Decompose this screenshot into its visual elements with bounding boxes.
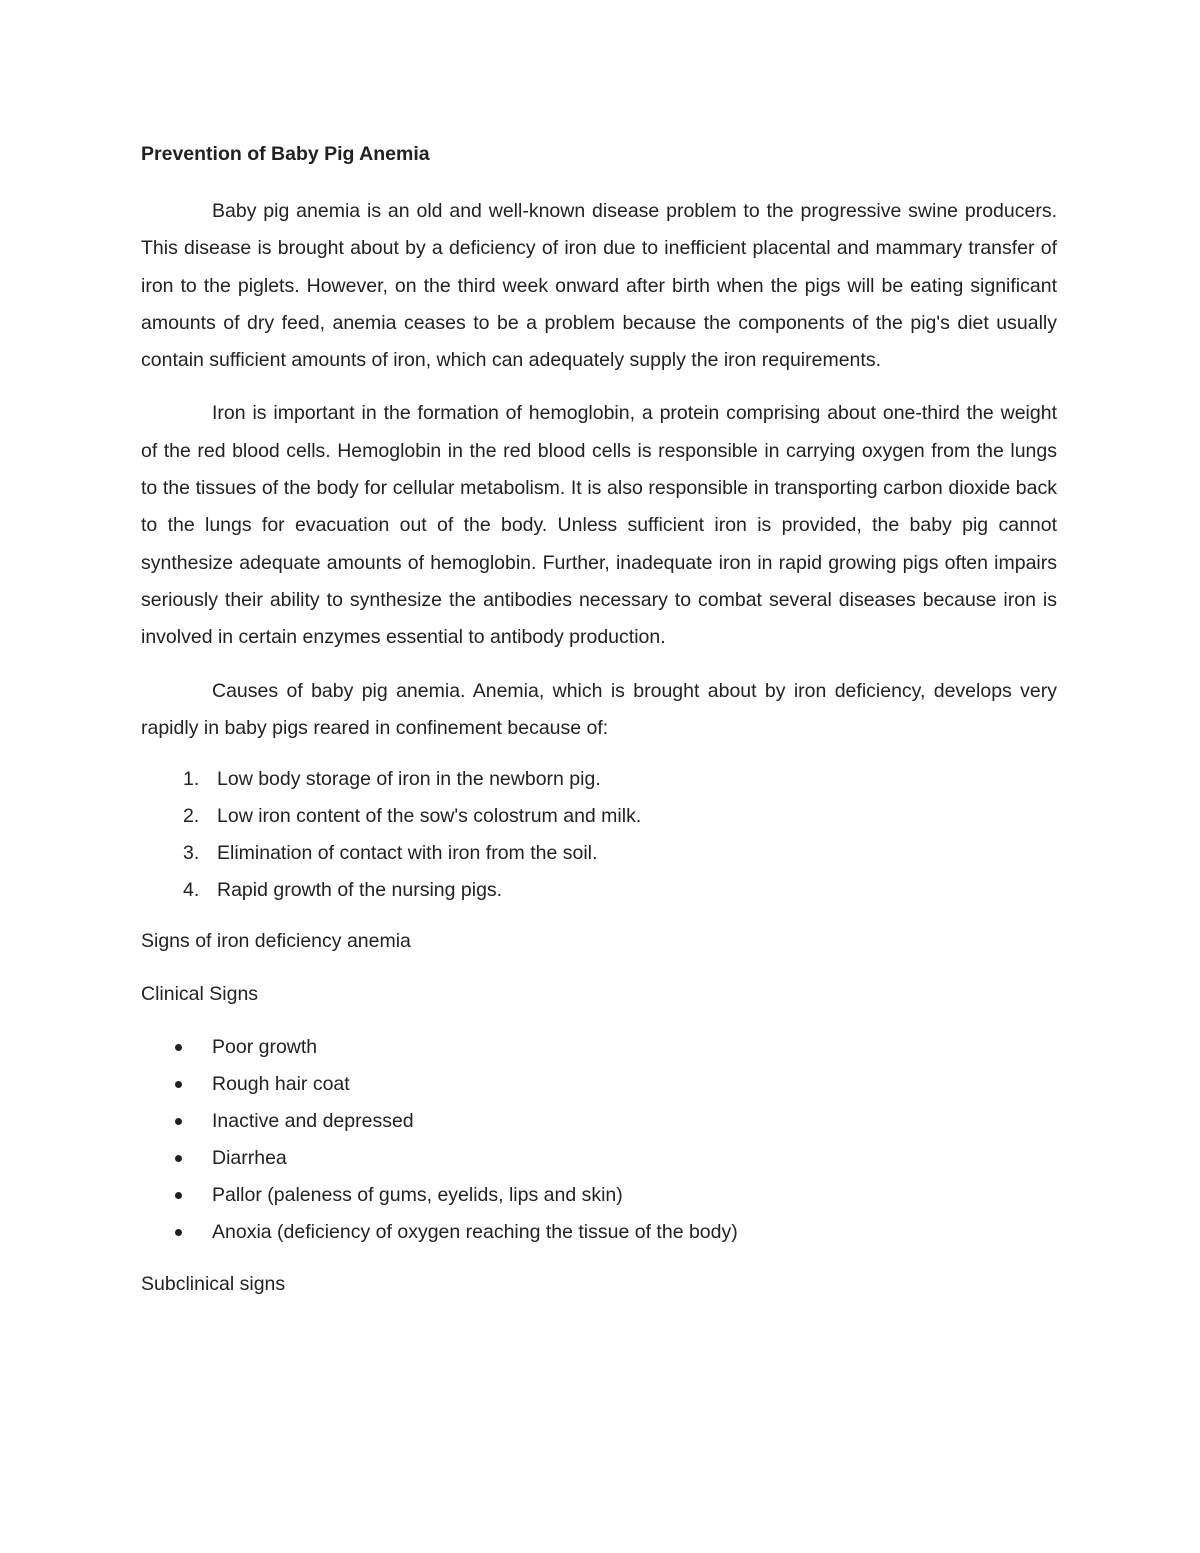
bullet-icon — [175, 1118, 182, 1125]
list-item-text: Rough hair coat — [212, 1073, 350, 1096]
clinical-signs-list — [141, 1029, 1057, 1251]
list-item — [141, 798, 1057, 835]
bullet-icon — [175, 1229, 182, 1236]
list-item-text: Low body storage of iron in the newborn pig. — [217, 768, 601, 791]
bullet-icon — [175, 1192, 182, 1199]
list-item — [141, 761, 1057, 798]
list-number: 1. — [183, 768, 200, 791]
list-item — [141, 1029, 1057, 1066]
list-item — [141, 1066, 1057, 1103]
bullet-icon — [175, 1081, 182, 1088]
paragraph-intro: Baby pig anemia is an old and well-known disease problem to the progressive swine producers. This disease is brought about by a deficiency of iron due to inefficient placental and mammary transfer of iron to the piglets. However, on the third week onward after birth when the pigs will be eating significant amounts of dry feed, anemia ceases to be a problem because the components of the pig's diet usually contain sufficient amounts of iron, which can adequately supply the iron requirements. — [141, 200, 1057, 372]
list-item-text: Poor growth — [212, 1036, 318, 1059]
paragraph-causes-intro: Causes of baby pig anemia. Anemia, which is brought about by iron deficiency, develops very rapidly in baby pigs reared in confinement because of: — [141, 679, 1057, 739]
document-page — [141, 140, 1057, 1319]
list-item — [141, 1214, 1057, 1251]
bullet-icon — [175, 1155, 182, 1162]
clinical-signs-heading: Clinical Signs — [141, 983, 259, 1006]
list-item — [141, 1140, 1057, 1177]
list-number: 4. — [183, 879, 200, 902]
list-item-text: Pallor (paleness of gums, eyelids, lips and skin) — [212, 1184, 623, 1207]
list-item — [141, 835, 1057, 872]
list-item — [141, 1103, 1057, 1140]
list-item-text: Diarrhea — [212, 1147, 287, 1170]
list-item — [141, 872, 1057, 909]
list-number: 2. — [183, 805, 200, 828]
list-item-text: Low iron content of the sow's colostrum and milk. — [217, 805, 642, 828]
list-item-text: Rapid growth of the nursing pigs. — [217, 879, 503, 902]
signs-heading: Signs of iron deficiency anemia — [141, 930, 411, 953]
paragraph-iron-importance: Iron is important in the formation of hemoglobin, a protein comprising about one-third the weight of the red blood cells. Hemoglobin in the red blood cells is responsible in carrying oxygen from the lungs to the tissues of the body for cellular metabolism. It is also responsible in transporting carbon dioxide back to the lungs for evacuation out of the body. Unless sufficient iron is provided, the baby pig cannot synthesize adequate amounts of hemoglobin. Further, inadequate iron in rapid growing pigs often impairs seriously their ability to synthesize the antibodies necessary to combat several diseases because iron is involved in certain enzymes essential to antibody production. — [141, 402, 1057, 649]
list-item-text: Anoxia (deficiency of oxygen reaching the tissue of the body) — [212, 1221, 738, 1244]
list-item — [141, 1177, 1057, 1214]
bullet-icon — [175, 1044, 182, 1051]
list-item-text: Elimination of contact with iron from the soil. — [217, 842, 598, 865]
causes-list — [141, 761, 1057, 909]
document-title: Prevention of Baby Pig Anemia — [141, 143, 430, 165]
subclinical-signs-heading: Subclinical signs — [141, 1273, 286, 1296]
list-item-text: Inactive and depressed — [212, 1110, 414, 1133]
list-number: 3. — [183, 842, 200, 865]
